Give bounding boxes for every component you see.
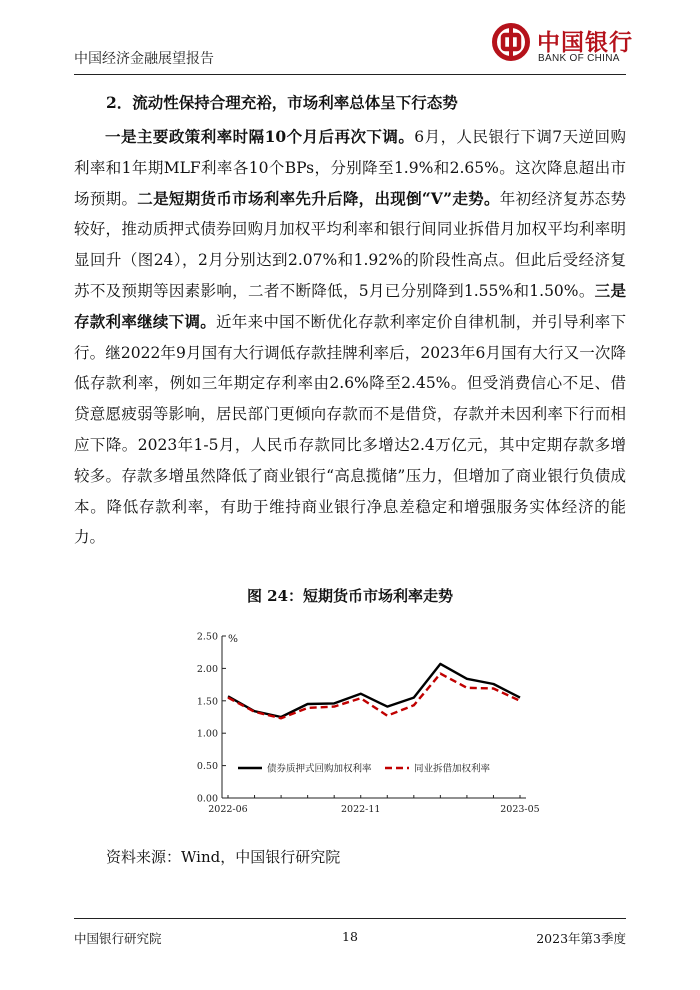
y-axis-unit: % (228, 633, 238, 645)
y-tick-label: 0.50 (196, 761, 218, 773)
y-tick-label: 0.00 (196, 793, 218, 805)
emphasis-text: 10 (264, 127, 287, 146)
figure-title: 图 24：短期货币市场利率走势 (246, 587, 454, 605)
figure-source: 资料来源：Wind，中国银行研究院 (106, 848, 341, 866)
section-heading: 2．流动性保持合理充裕，市场利率总体呈下行态势 (106, 93, 458, 112)
y-tick-label: 1.50 (196, 696, 218, 708)
y-tick-label: 2.00 (196, 663, 218, 675)
logo-chinese-name: 中国银行 (537, 29, 633, 56)
page-number: 18 (342, 929, 358, 944)
emphasis-text: 一是主要政策利率时隔 (105, 127, 265, 146)
legend-label-1: 债券质押式回购加权利率 (267, 763, 372, 775)
x-tick-label: 2023-05 (500, 804, 540, 815)
page-header (74, 0, 633, 75)
rate-line-chart (180, 626, 540, 822)
footer-org: 中国银行研究院 (74, 931, 162, 946)
body-text: 近年来中国不断优化存款利率定价自律机制，并引导利率下行。继2022年9月国有大行调低存款挂牌利率后，2023年6月国有大行又一次降低存款利率，例如三年期定存利率由2.6%降至2.45%。但受消费信心不足、借贷意愿疲弱等影响，居民部门更倾向存款而不是借贷，存款并未因利率下行而相应下降。2023年1-5月，人民币存款同比多增达2.4万亿元，其中定期存款多增较多。存款多增虽然降低了商业银行“高息揽储”压力，但增加了商业银行负债成本。降低存款利率，有助于维持商业银行净息差稳定和增强服务实体经济的能力。 (74, 312, 626, 547)
emphasis-text: 二是短期货币市场利率先升后降，出现倒“V”走势。 (137, 188, 500, 208)
y-tick-label: 1.00 (196, 728, 218, 740)
y-tick-label: 2.50 (196, 631, 218, 643)
bank-logo (491, 20, 633, 70)
footer-period: 2023年第3季度 (536, 931, 626, 946)
legend-label-2: 同业拆借加权利率 (414, 763, 491, 775)
body-paragraph (74, 122, 626, 553)
main-content (74, 88, 626, 553)
x-tick-label: 2022-06 (208, 804, 248, 815)
emphasis-text: 三是存款利率继续下调。 (74, 280, 626, 331)
body-text: 年初经济复苏态势较好，推动质押式债券回购月加权平均利率和银行间同业拆借月加权平均利率明显回升（图24），2月分别达到2.07%和1.92%的阶段性高点。但此后受经济复苏不及预期等因素影响，二者不断降低，5月已分别降到1.55%和1.50%。 (74, 189, 626, 300)
bank-of-china-emblem-icon (491, 22, 531, 62)
report-title: 中国经济金融展望报告 (74, 51, 214, 67)
x-tick-label: 2022-11 (340, 804, 381, 815)
logo-english-name: BANK OF CHINA (538, 53, 620, 64)
page-footer (74, 918, 626, 946)
series-line-1 (228, 664, 520, 717)
body-text: 6月，人民银行下调7天逆回购利率和1年期MLF利率各10个BPs，分别降至1.9%和2.65%。这次降息超出市场预期。 (74, 128, 626, 208)
emphasis-text: 个月后再次下调。 (286, 127, 415, 146)
